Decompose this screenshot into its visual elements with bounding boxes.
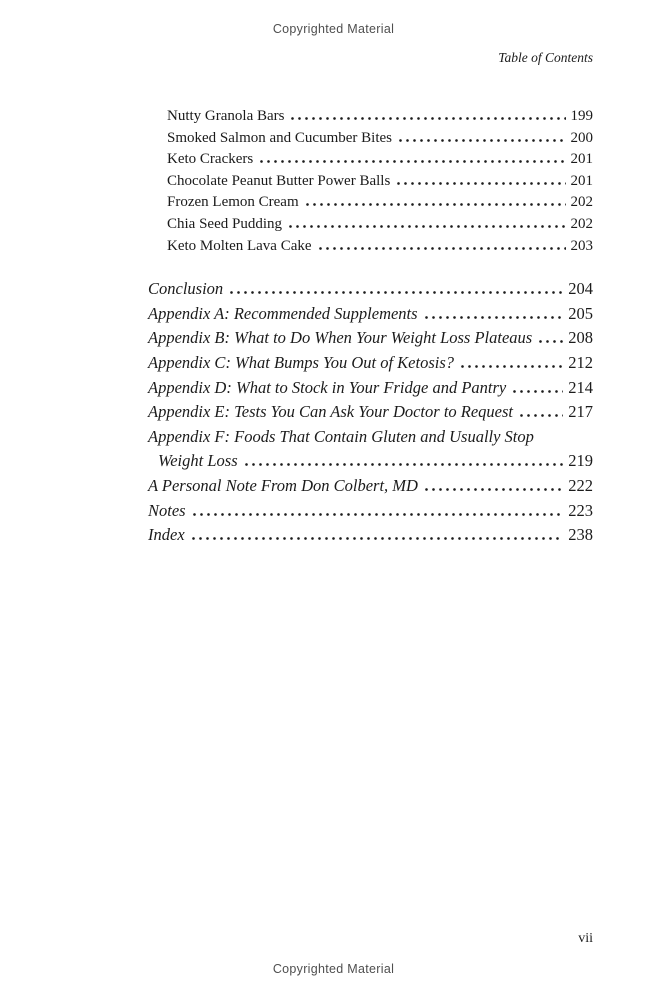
toc-entry: [148, 400, 593, 425]
toc-entry: [148, 499, 593, 524]
dot-leader: [459, 365, 563, 368]
dot-leader: [511, 390, 563, 393]
toc-entry-title: Appendix B: What to Do When Your Weight Loss Plateaus: [148, 328, 533, 348]
toc-entry: [148, 236, 593, 258]
dot-leader: [243, 463, 564, 466]
toc-entry-page: 223: [568, 500, 593, 520]
dot-leader: [397, 139, 566, 142]
toc-entry-page: 201: [570, 151, 593, 168]
dot-leader: [423, 488, 563, 491]
toc-entry-title: Index: [148, 525, 185, 545]
toc-entry: [148, 474, 593, 499]
toc-entry: [148, 376, 593, 401]
toc-entry-page: 212: [568, 352, 593, 372]
toc-entry-title: Chocolate Peanut Butter Power Balls: [167, 172, 391, 189]
toc-entry-title: Appendix F: Foods That Contain Gluten and Usually Stop: [148, 426, 534, 446]
toc-entry-title: Nutty Granola Bars: [167, 108, 285, 124]
toc-entry-page: 214: [568, 377, 593, 397]
toc-entry-title: Smoked Salmon and Cucumber Bites: [167, 129, 392, 146]
toc-entry-title: Chia Seed Pudding: [167, 215, 282, 232]
toc-entry: [148, 449, 593, 474]
dot-leader: [190, 537, 564, 540]
toc-entry-page: 238: [568, 525, 593, 545]
toc-entry: [148, 425, 593, 450]
dot-leader: [258, 160, 565, 163]
toc-entry-title: Keto Molten Lava Cake: [167, 237, 312, 254]
toc-entry: [148, 214, 593, 236]
toc-entry-title: Appendix C: What Bumps You Out of Ketosis?: [148, 352, 455, 372]
toc-entry-page: 204: [568, 279, 593, 299]
toc-entry: [148, 326, 593, 351]
dot-leader: [191, 513, 564, 516]
toc-entry-page: 199: [570, 108, 593, 124]
toc-entry: [148, 302, 593, 327]
dot-leader: [228, 291, 563, 294]
toc-entry-page: 203: [570, 237, 593, 254]
toc-entry: [148, 523, 593, 548]
table-of-contents: [148, 106, 593, 548]
toc-entry-page: 201: [570, 172, 593, 189]
toc-entry-page: 222: [568, 475, 593, 495]
toc-recipe-list: [148, 106, 593, 257]
toc-entry: [148, 128, 593, 150]
toc-entry: [148, 351, 593, 376]
toc-entry: [148, 106, 593, 128]
toc-entry-page: 200: [570, 129, 593, 146]
dot-leader: [518, 414, 563, 417]
toc-entry-page: 219: [568, 451, 593, 471]
toc-entry: [148, 277, 593, 302]
toc-entry-page: 217: [568, 402, 593, 422]
copyright-watermark-top: Copyrighted Material: [272, 22, 395, 36]
toc-entry-title: Appendix D: What to Stock in Your Fridge and Pantry: [148, 377, 507, 397]
dot-leader: [289, 117, 565, 120]
dot-leader: [304, 203, 566, 206]
dot-leader: [287, 225, 566, 228]
toc-entry-title: Weight Loss: [158, 451, 238, 471]
toc-entry: [148, 149, 593, 171]
toc-entry-title: Conclusion: [148, 279, 224, 299]
dot-leader: [537, 340, 563, 343]
toc-entry-title: Keto Crackers: [167, 151, 254, 168]
toc-entry-page: 208: [568, 328, 593, 348]
dot-leader: [317, 247, 566, 250]
toc-section-list: [148, 277, 593, 548]
toc-entry-title: Frozen Lemon Cream: [167, 194, 299, 211]
toc-entry-page: 202: [570, 194, 593, 211]
toc-entry-page: 205: [568, 303, 593, 323]
toc-entry-title: Appendix E: Tests You Can Ask Your Doctor to Request: [148, 402, 514, 422]
toc-entry: [148, 171, 593, 193]
dot-leader: [395, 182, 565, 185]
toc-entry-title: A Personal Note From Don Colbert, MD: [148, 475, 418, 495]
toc-entry-title: Notes: [148, 500, 186, 520]
running-header: Table of Contents: [498, 50, 593, 65]
page-number: vii: [578, 931, 593, 946]
dot-leader: [423, 316, 564, 319]
toc-entry: [148, 192, 593, 214]
copyright-watermark-bottom: Copyrighted Material: [272, 962, 395, 976]
toc-entry-page: 202: [570, 215, 593, 232]
toc-entry-title: Appendix A: Recommended Supplements: [148, 303, 418, 323]
